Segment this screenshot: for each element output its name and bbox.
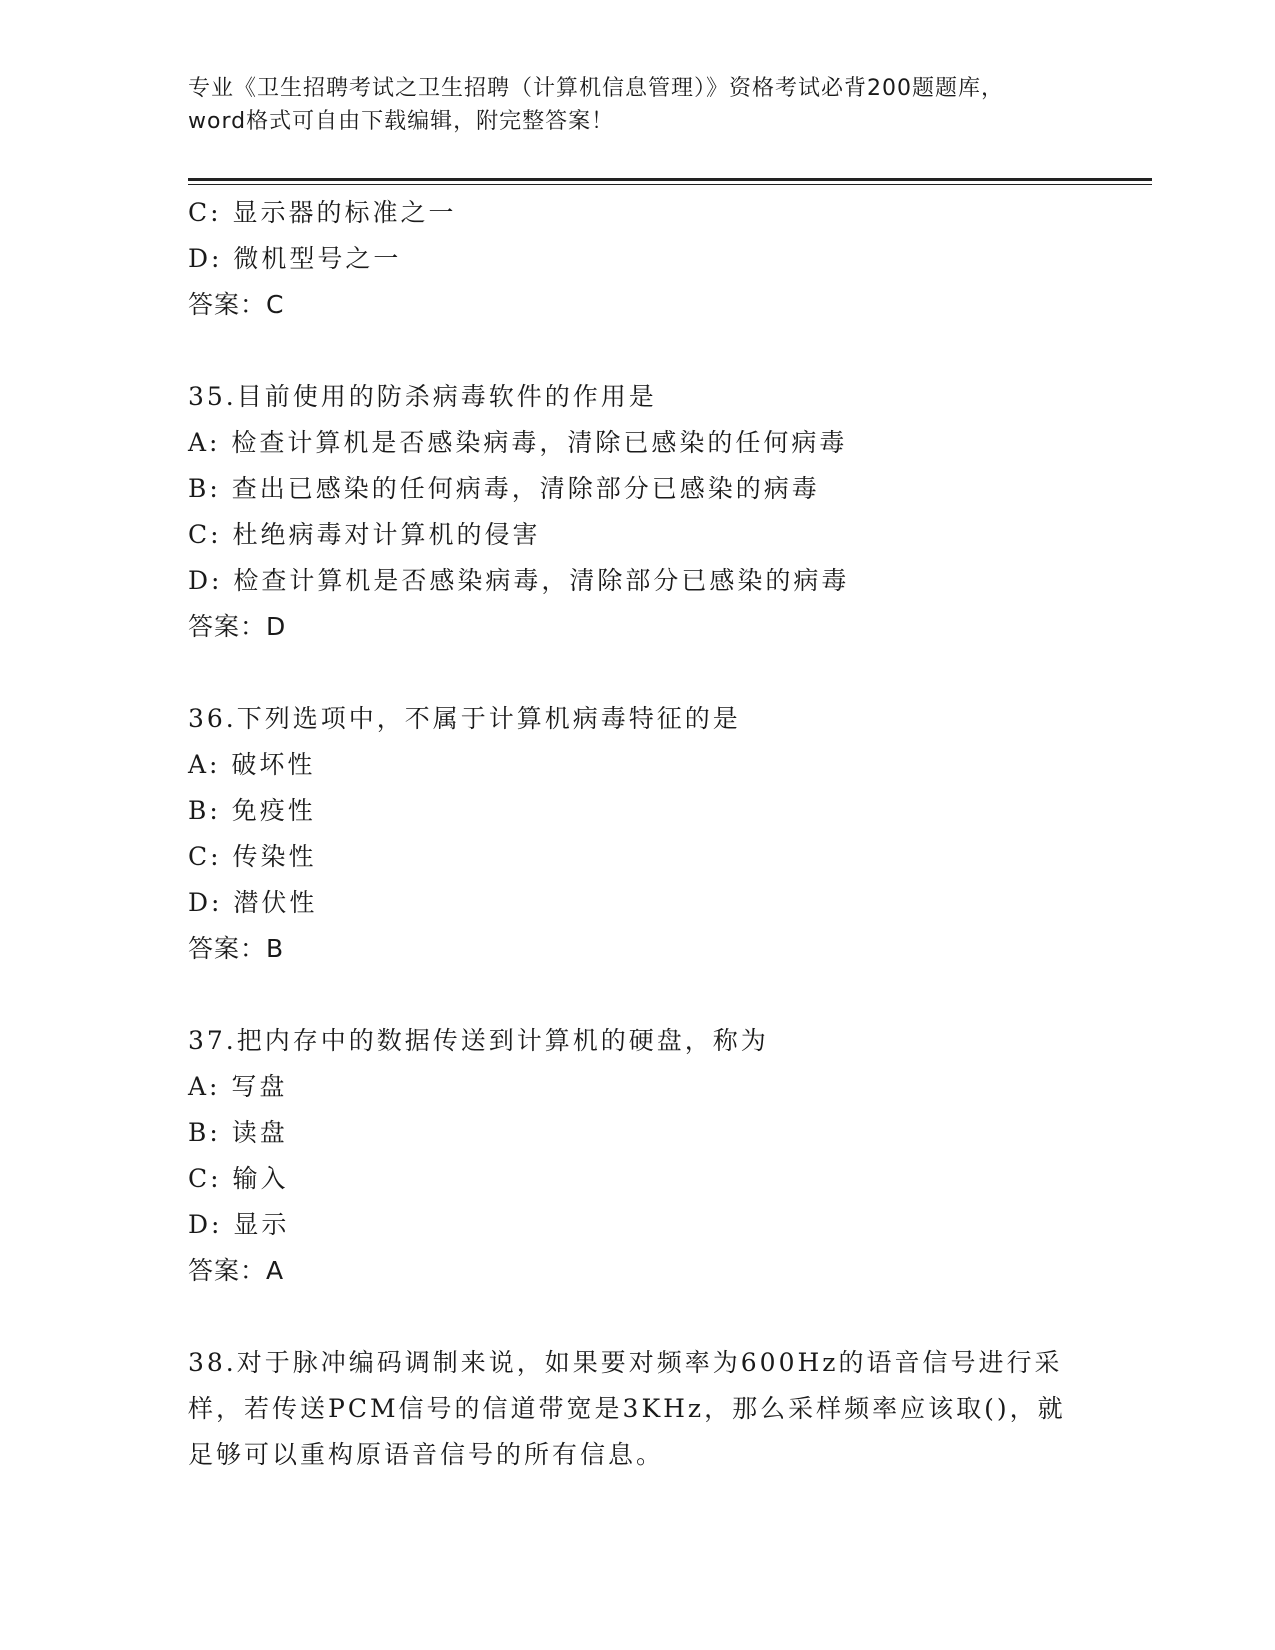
question-37 [188, 1018, 1088, 1294]
option-b: B: 免疫性 [188, 796, 316, 825]
question-stem: 36.下列选项中，不属于计算机病毒特征的是 [188, 704, 741, 733]
spacer [188, 328, 1088, 374]
question-35 [188, 374, 1088, 650]
spacer [188, 650, 1088, 696]
spacer [188, 972, 1088, 1018]
answer-label: 答案：A [188, 1256, 285, 1285]
option-a: A: 写盘 [188, 1072, 288, 1101]
option-c: C: 输入 [188, 1164, 289, 1193]
option-b: B: 查出已感染的任何病毒，清除部分已感染的病毒 [188, 474, 820, 503]
header-title-line-1: 专业《卫生招聘考试之卫生招聘（计算机信息管理）》资格考试必背200题题库， [188, 76, 1004, 101]
answer-label: 答案：D [188, 612, 287, 641]
option-a: A: 破坏性 [188, 750, 316, 779]
question-stem: 38.对于脉冲编码调制来说，如果要对频率为600Hz的语音信号进行采样，若传送PCM信号的信道带宽是3KHz，那么采样频率应该取()，就足够可以重构原语音信号的所有信息。 [188, 1348, 1066, 1469]
answer-label: 答案：C [188, 290, 285, 319]
header-divider-thick [188, 178, 1152, 181]
option-c: C: 传染性 [188, 842, 317, 871]
question-36 [188, 696, 1088, 972]
answer-label: 答案：B [188, 934, 285, 963]
question-38 [188, 1340, 1088, 1478]
option-d: D: 显示 [188, 1210, 290, 1239]
question-stem: 35.目前使用的防杀病毒软件的作用是 [188, 382, 657, 411]
header-divider-thin [188, 184, 1152, 185]
document-header [188, 72, 1088, 138]
option-c: C: 杜绝病毒对计算机的侵害 [188, 520, 541, 549]
spacer [188, 1294, 1088, 1340]
question-stem: 37.把内存中的数据传送到计算机的硬盘，称为 [188, 1026, 769, 1055]
question-34 [188, 190, 1088, 328]
option-d: D: 微机型号之一 [188, 244, 402, 273]
question-list [188, 190, 1088, 1478]
option-d: D: 检查计算机是否感染病毒，清除部分已感染的病毒 [188, 566, 850, 595]
option-c: C: 显示器的标准之一 [188, 198, 457, 227]
option-b: B: 读盘 [188, 1118, 288, 1147]
option-d: D: 潜伏性 [188, 888, 318, 917]
option-a: A: 检查计算机是否感染病毒，清除已感染的任何病毒 [188, 428, 848, 457]
header-title-line-2: word格式可自由下载编辑，附完整答案！ [188, 109, 615, 134]
